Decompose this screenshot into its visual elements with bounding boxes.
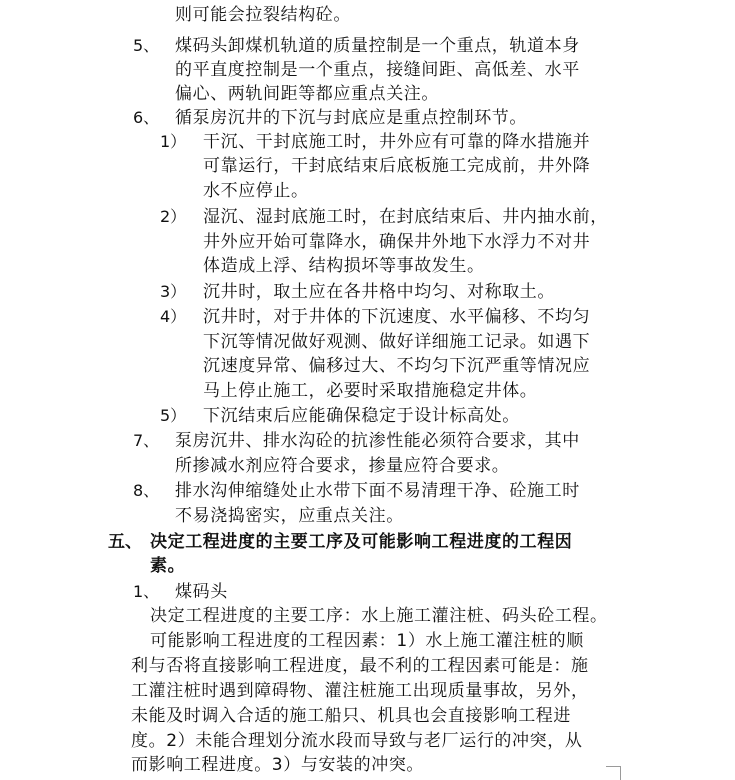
text-line: 下沉等情况做好观测、做好详细施工记录。如遇下 <box>203 332 591 352</box>
text-line: 所掺减水剂应符合要求，掺量应符合要求。 <box>175 456 510 476</box>
text-line: 度。2）未能合理划分流水段而导致与老厂运行的冲突，从 <box>131 731 583 751</box>
list-number: 5、 <box>133 36 160 55</box>
list-number: 1、 <box>133 582 160 601</box>
text-line: 沉井时，对于井体的下沉速度、水平偏移、不均匀 <box>203 307 591 327</box>
text-line: 可靠运行，干封底结束后底板施工完成前，井外降 <box>203 156 591 176</box>
list-number: 8、 <box>133 481 160 500</box>
page-corner-mark <box>606 766 621 780</box>
text-line: 则可能会拉裂结构砼。 <box>175 5 351 25</box>
text-line: 干沉、干封底施工时，井外应有可靠的降水措施并 <box>203 132 591 152</box>
text-line: 煤码头卸煤机轨道的质量控制是一个重点，轨道本身 <box>175 36 580 56</box>
text-line: 泵房沉井、排水沟砼的抗渗性能必须符合要求，其中 <box>175 431 580 451</box>
text-line: 不易浇捣密实，应重点关注。 <box>175 506 404 526</box>
text-line: 湿沉、湿封底施工时，在封底结束后、井内抽水前， <box>203 207 608 227</box>
text-line: 决定工程进度的主要工序：水上施工灌注桩、码头砼工程。 <box>150 606 608 626</box>
section-number: 五、 <box>108 532 142 552</box>
text-line: 体造成上浮、结构损坏等事故发生。 <box>203 256 485 276</box>
text-line: 的平直度控制是一个重点，接缝间距、高低差、水平 <box>175 60 580 80</box>
section-heading: 素。 <box>150 556 186 576</box>
sub-list-number: 1） <box>160 132 187 151</box>
subsection-title: 煤码头 <box>175 582 228 602</box>
list-number: 6、 <box>133 108 160 127</box>
section-heading: 决定工程进度的主要工序及可能影响工程进度的工程因 <box>150 532 573 552</box>
sub-list-number: 4） <box>160 307 187 326</box>
text-line: 马上停止施工，必要时采取措施稳定井体。 <box>203 381 538 401</box>
text-line: 可能影响工程进度的工程因素：1）水上施工灌注桩的顺 <box>150 631 584 651</box>
text-line: 下沉结束后应能确保稳定于设计标高处。 <box>203 406 520 426</box>
text-line: 未能及时调入合适的施工船只、机具也会直接影响工程进 <box>131 706 571 726</box>
text-line: 而影响工程进度。3）与安装的冲突。 <box>131 755 425 775</box>
text-line: 偏心、两轨间距等都应重点关注。 <box>175 84 439 104</box>
text-line: 工灌注桩时遇到障碍物、灌注桩施工出现质量事故，另外， <box>131 681 589 701</box>
text-line: 利与否将直接影响工程进度，最不利的工程因素可能是：施 <box>131 656 589 676</box>
text-line: 水不应停止。 <box>203 181 309 201</box>
text-line: 井外应开始可靠降水，确保井外地下水浮力不对井 <box>203 232 591 252</box>
sub-list-number: 3） <box>160 282 187 301</box>
text-line: 沉速度异常、偏移过大、不均匀下沉严重等情况应 <box>203 356 591 376</box>
sub-list-number: 5） <box>160 406 187 425</box>
list-number: 7、 <box>133 431 160 450</box>
text-line: 排水沟伸缩缝处止水带下面不易清理干净、砼施工时 <box>175 481 580 501</box>
text-line: 循泵房沉井的下沉与封底应是重点控制环节。 <box>175 108 527 128</box>
sub-list-number: 2） <box>160 207 187 226</box>
text-line: 沉井时，取土应在各井格中均匀、对称取土。 <box>203 282 555 302</box>
